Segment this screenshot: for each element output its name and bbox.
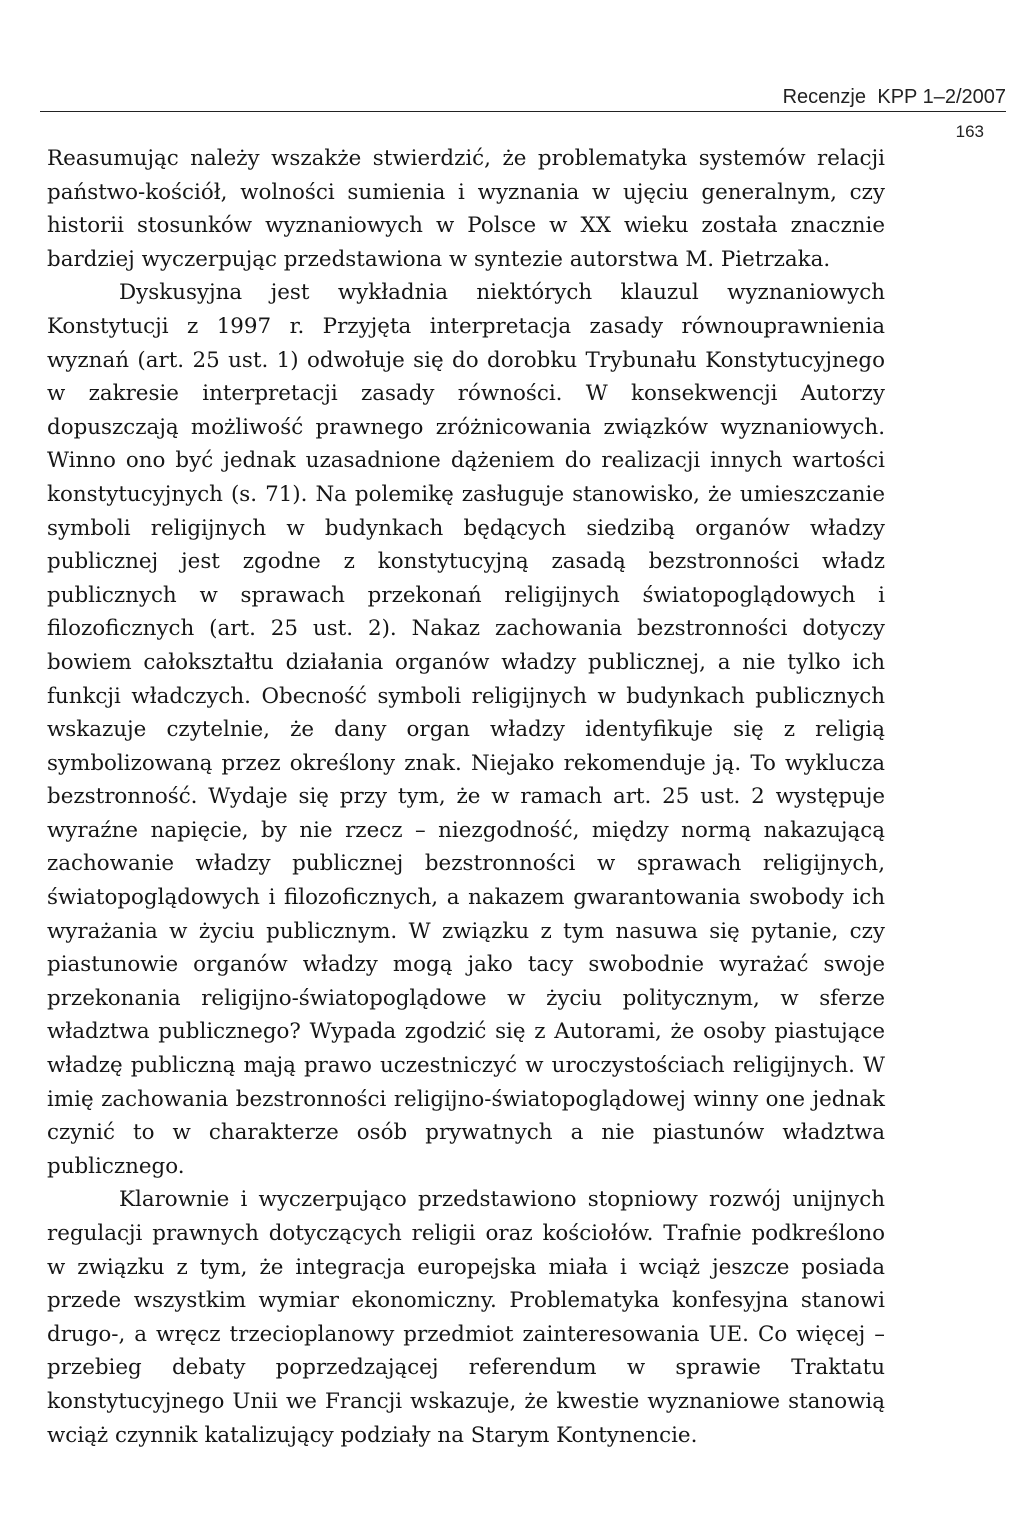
paragraph-1: Reasumując należy wszakże stwierdzić, że problematyka systemów relacji państwo-kościół, wolności sumienia i wyznania w ujęciu generalnym, czy historii stosunków wyznaniowych w Polsce w XX wieku została znacznie bardziej wyczerpując przedstawiona w syntezie autorstwa M. Pietrzaka.: [47, 146, 885, 272]
paragraph-3: Klarownie i wyczerpująco przedstawiono stopniowy rozwój unijnych regulacji prawnych dotyczących religii oraz kościołów. Trafnie podkreślono w związku z tym, że integracja europejska miała i wciąż jeszcze posiada przede wszystkim wymiar ekonomiczny. Problematyka konfesyjna stanowi drugo-, a wręcz trzecioplanowy przedmiot zainteresowania UE. Co więcej – przebieg debaty poprzedzającej referendum w sprawie Traktatu konstytucyjnego Unii we Francji wskazuje, że kwestie wyznaniowe stanowią wciąż czynnik katalizujący podziały na Starym Kontynencie.: [47, 1187, 885, 1448]
paragraph-2: Dyskusyjna jest wykładnia niektórych klauzul wyznaniowych Konstytucji z 1997 r. Przyjęta interpretacja zasady równouprawnienia wyznań (art. 25 ust. 1) odwołuje się do dorobku Trybunału Konstytucyjnego w zakresie interpretacji zasady równości. W konsekwencji Autorzy dopuszczają możliwość prawnego zróżnicowania związków wyznaniowych. Winno ono być jednak uzasadnione dążeniem do realizacji innych wartości konstytucyjnych (s. 71). Na polemikę zasługuje stanowisko, że umieszczanie symboli religijnych w budynkach będących siedzibą organów władzy publicznej jest zgodne z konstytucyjną zasadą bezstronności władz publicznych w sprawach przekonań religijnych światopoglądowych i filozoficznych (art. 25 ust. 2). Nakaz zachowania bezstronności dotyczy bowiem całokształtu działania organów władzy publicznej, a nie tylko ich funkcji władczych. Obecność symboli religijnych w budynkach publicznych wskazuje czytelnie, że dany organ władzy identyfikuje się z religią symbolizowaną przez określony znak. Niejako rekomenduje ją. To wyklucza bezstronność. Wydaje się przy tym, że w ramach art. 25 ust. 2 występuje wyraźne napięcie, by nie rzecz – niezgodność, między normą nakazującą zachowanie władzy publicznej bezstronności w sprawach religijnych, światopoglądowych i filozoficznych, a nakazem gwarantowania swobody ich wyrażania w życiu publicznym. W związku z tym nasuwa się pytanie, czy piastunowie organów władzy mogą jako tacy swobodnie wyrażać swoje przekonania religijno-światopoglądowe w życiu politycznym, w sferze władztwa publicznego? Wypada zgodzić się z Autorami, że osoby piastujące władzę publiczną mają prawo uczestniczyć w uroczystościach religijnych. W imię zachowania bezstronności religijno-światopoglądowej winny one jednak czynić to w charakterze osób prywatnych a nie piastunów władztwa publicznego.: [47, 280, 885, 1179]
body-text: [47, 142, 885, 1452]
page-number: 163: [955, 122, 984, 141]
page-header: [40, 84, 1006, 112]
running-title: Recenzje: [782, 86, 866, 108]
journal-issue: KPP 1–2/2007: [877, 86, 1006, 108]
header-rule: [40, 111, 1006, 112]
